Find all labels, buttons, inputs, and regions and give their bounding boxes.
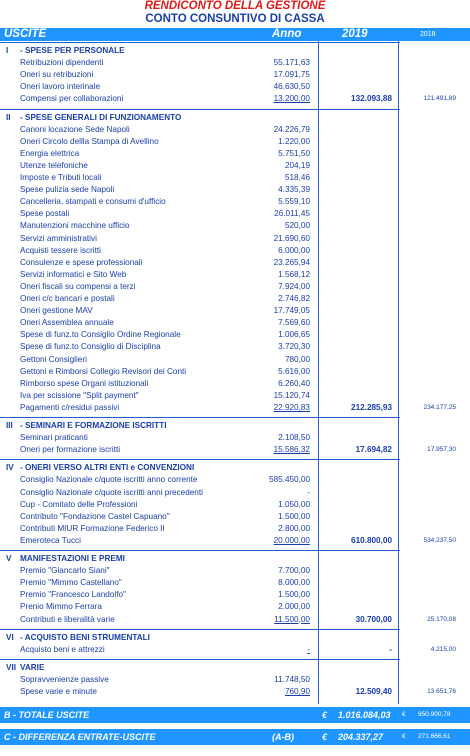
table-row (0, 378, 470, 390)
row-amount: 2.746,82 (278, 294, 310, 303)
prev-year-total: 13.651,76 (427, 688, 456, 695)
row-label: Acquisti tessere iscritti (20, 245, 101, 255)
table-row (0, 511, 470, 523)
table-row (0, 535, 470, 547)
row-amount: 1.500,00 (278, 590, 310, 600)
section-divider (0, 417, 400, 418)
section-total: 132.093,88 (351, 94, 392, 104)
currency-symbol: € (322, 710, 328, 720)
section-title: - SPESE GENERALI DI FUNZIONAMENTO (20, 112, 182, 122)
table-row (0, 220, 470, 232)
row-amount: 760,90 (284, 687, 310, 696)
currency-symbol: € (402, 711, 406, 718)
section-number: III (6, 421, 13, 430)
row-amount: 780,00 (284, 354, 310, 364)
row-amount: 1.500,00 (278, 511, 310, 521)
row-amount: 3.720,30 (278, 342, 310, 352)
section-total: 610.800,00 (351, 535, 392, 545)
table-row (0, 499, 470, 511)
table-row (0, 354, 470, 366)
row-label: Spese varie e minute (20, 687, 97, 696)
prev-year-total: 17.957,30 (427, 446, 456, 454)
table-row (0, 317, 470, 329)
row-amount: 7.924,00 (278, 281, 310, 291)
row-amount: 4.335,39 (278, 185, 310, 195)
row-label: Consulenze e spese professionali (20, 257, 143, 267)
section-divider (0, 459, 400, 460)
table-row (0, 81, 470, 93)
row-label: Servizi informatici e Sito Web (20, 269, 127, 279)
table-row (0, 233, 470, 245)
table-row (0, 614, 470, 626)
section-title: - ACQUISTO BENI STRUMENTALI (20, 632, 150, 642)
table-row (0, 172, 470, 184)
table-row (0, 160, 470, 172)
row-amount: 21.690,60 (273, 233, 310, 243)
table-row (0, 69, 470, 81)
header-uscite: USCITE (4, 28, 47, 40)
table-row (0, 589, 470, 601)
row-amount: 13.200,00 (273, 94, 310, 104)
total-value: 204.337,27 (338, 732, 384, 742)
row-label: Gettoni Consiglieri (20, 354, 87, 364)
row-label: Energia elettrica (20, 148, 80, 158)
row-amount: 55.171,63 (273, 58, 310, 68)
table-row (0, 686, 470, 698)
section-number: VII (6, 662, 17, 672)
table-row (0, 402, 470, 414)
row-label: Contributi MIUR Formazione Federico II (20, 523, 165, 533)
row-amount: 46.630,50 (273, 82, 310, 92)
row-label: Seminari praticanti (20, 433, 88, 443)
row-label: Oneri per formazione iscritti (20, 445, 121, 455)
prev-year-total: 534.237,50 (423, 536, 456, 544)
row-label: Contributi e liberalità varie (20, 614, 115, 624)
header-prev-year: 2018 (420, 31, 436, 38)
section-title: - SPESE PER PERSONALE (20, 46, 125, 55)
table-row (0, 124, 470, 136)
table-row (0, 390, 470, 402)
table-header (0, 28, 470, 41)
prev-year-total: 121.491,89 (423, 95, 456, 103)
section-header (0, 553, 470, 565)
section-title: - SEMINARI E FORMAZIONE ISCRITTI (20, 421, 167, 430)
section-number: II (6, 112, 11, 122)
row-label: Pagamenti c/residui passivi (20, 402, 120, 412)
row-amount: 11.500,00 (274, 614, 310, 624)
section-divider (0, 109, 400, 110)
row-amount: 11.748,50 (274, 674, 310, 684)
row-label: Oneri lavoro interinale (20, 82, 101, 92)
table-row (0, 281, 470, 293)
row-amount: - (307, 487, 310, 497)
row-label: Manutenzioni macchine ufficio (20, 221, 130, 231)
table-row (0, 208, 470, 220)
row-amount: 1.006,65 (278, 330, 310, 340)
row-amount: 518,46 (284, 173, 310, 182)
row-label: Premio "Giancarlo Siani" (20, 566, 110, 576)
table-row (0, 257, 470, 269)
row-label: Canoni locazione Sede Napoli (20, 124, 130, 134)
table-row (0, 674, 470, 686)
row-amount: 1.050,00 (278, 499, 310, 509)
total-formula: (A-B) (272, 732, 294, 742)
table-row (0, 293, 470, 305)
row-amount: 5.751,50 (278, 148, 310, 158)
row-amount: 17.091,75 (273, 70, 310, 80)
prev-year-total: 234.177,25 (423, 403, 456, 411)
total-row (0, 729, 470, 745)
row-label: Compensi per collaborazioni (20, 94, 124, 104)
prev-year-total: 25.170,08 (427, 615, 456, 623)
table-row (0, 196, 470, 208)
row-amount: - (307, 644, 310, 654)
row-label: Cup - Comitato delle Professioni (20, 499, 138, 509)
section-header (0, 662, 470, 674)
row-amount: 24.226,79 (273, 124, 310, 134)
row-amount: 204,19 (284, 160, 310, 170)
report-subtitle: CONTO CONSUNTIVO DI CASSA (145, 13, 325, 25)
row-label: Oneri fiscali su compensi a terzi (20, 281, 136, 291)
currency-symbol: € (322, 732, 328, 742)
row-label: Sopravvenienze passive (20, 674, 109, 684)
section-total: 212.285,93 (351, 402, 392, 412)
section-total: 12.509,40 (355, 687, 392, 696)
row-label: Prenio Mimmo Ferrara (20, 602, 102, 612)
row-label: Spese pulizia sede Napoli (20, 185, 115, 195)
total-row (0, 707, 470, 723)
section-header (0, 632, 470, 644)
section-number: IV (6, 463, 14, 473)
table-row (0, 523, 470, 535)
row-amount: 15.120,74 (273, 390, 310, 400)
row-label: Rimborso spese Organi istituzionali (20, 378, 149, 388)
row-label: Retribuzioni dipendenti (20, 58, 104, 68)
row-label: Gettoni e Rimborsi Collegio Revisori dei Conti (20, 366, 187, 376)
row-label: Oneri Circolo dellla Stampa di Avellino (20, 136, 159, 146)
row-label: Contributo "Fondazione Castel Capuano" (20, 511, 170, 521)
row-amount: 5.559,10 (278, 197, 310, 207)
table-row (0, 577, 470, 589)
total-label: B - TOTALE USCITE (4, 710, 90, 720)
row-amount: 2.000,00 (278, 602, 310, 612)
row-amount: 520,00 (284, 221, 310, 231)
table-row (0, 565, 470, 577)
row-amount: 7.569,60 (278, 318, 310, 328)
section-number: VI (6, 632, 14, 642)
row-amount: 20.000,00 (273, 535, 310, 545)
row-amount: 2.108,50 (278, 433, 310, 443)
row-amount: 17.749,05 (273, 306, 310, 316)
section-total: 30.700,00 (355, 614, 392, 624)
row-label: Servizi amministrativi (20, 233, 97, 243)
section-header (0, 420, 470, 432)
prev-year-total: 271.666,61 (418, 733, 451, 740)
row-amount: 23.265,94 (273, 257, 310, 267)
row-label: Premio "Francesco Landolfo" (20, 590, 126, 600)
table-row (0, 136, 470, 148)
table-row (0, 57, 470, 69)
section-number: I (6, 46, 9, 55)
row-amount: 6.000,00 (278, 245, 310, 255)
row-label: Spese postali (20, 209, 70, 219)
row-amount: 585.450,00 (269, 475, 310, 485)
row-amount: 5.616,00 (278, 366, 310, 376)
row-label: Cancelleria, stampati e consumi d'ufficio (20, 197, 166, 207)
header-year: 2019 (342, 28, 368, 40)
total-label: C - DIFFERENZA ENTRATE-USCITE (4, 732, 156, 742)
prev-year-total: 950.900,78 (418, 711, 451, 718)
section-title: VARIE (20, 662, 45, 672)
row-amount: 26.011,45 (274, 209, 310, 219)
row-label: Oneri su retribuzioni (20, 70, 94, 80)
section-title: - ONERI VERSO ALTRI ENTI e CONVENZIONI (20, 463, 195, 473)
row-label: Spese di funz.to Consiglio di Disciplina (20, 342, 161, 352)
row-label: Emeroteca Tucci (20, 535, 81, 545)
table-row (0, 474, 470, 486)
table-row (0, 341, 470, 353)
row-label: Acquisto beni e attrezzi (20, 644, 105, 654)
currency-symbol: € (402, 733, 406, 740)
section-number: V (6, 554, 12, 563)
section-header (0, 462, 470, 474)
table-row (0, 148, 470, 160)
section-divider (0, 550, 400, 551)
section-title: MANIFESTAZIONI E PREMI (20, 554, 125, 563)
row-amount: 2.800,00 (278, 523, 310, 533)
prev-year-total: 4.215,00 (430, 645, 456, 653)
row-label: Oneri c/c bancari e postali (20, 294, 115, 303)
row-label: Consiglio Nazionale c/quote iscritti anni precedenti (20, 487, 203, 497)
row-label: Iva per scissione "Split payment" (20, 390, 139, 400)
section-divider (0, 42, 400, 43)
row-amount: 15.586,32 (273, 445, 310, 455)
section-header (0, 112, 470, 124)
table-row (0, 184, 470, 196)
row-label: Oneri Assemblea annuale (20, 318, 114, 328)
row-label: Oneri gestione MAV (20, 306, 93, 316)
row-label: Utenze telefoniche (20, 160, 88, 170)
total-value: 1.016.084,03 (338, 710, 391, 720)
table-row (0, 444, 470, 456)
row-amount: 1.568,12 (278, 269, 310, 279)
table-row (0, 93, 470, 105)
table-row (0, 245, 470, 257)
table-row (0, 366, 470, 378)
row-label: Spese di funz.to Consiglio Ordine Regionale (20, 330, 181, 340)
table-row (0, 329, 470, 341)
table-row (0, 601, 470, 613)
row-amount: 1.220,00 (278, 136, 310, 146)
row-label: Imposte e Tributi locali (20, 173, 102, 182)
row-label: Premio "Mimmo Castellano" (20, 578, 122, 588)
table-row (0, 644, 470, 656)
row-label: Consiglio Nazionale c/quote iscritti anno corrente (20, 475, 198, 485)
table-row (0, 432, 470, 444)
row-amount: 22.920,83 (273, 402, 310, 412)
row-amount: 8.000,00 (278, 578, 310, 588)
section-divider (0, 659, 400, 660)
table-row (0, 487, 470, 499)
row-amount: 6.260,40 (278, 378, 310, 388)
row-amount: 7.700,00 (278, 566, 310, 576)
table-row (0, 305, 470, 317)
section-divider (0, 629, 400, 630)
section-total: 17.694,82 (355, 445, 392, 455)
section-header (0, 45, 470, 57)
header-anno: Anno (272, 28, 302, 40)
section-total: - (389, 644, 392, 654)
report-title: RENDICONTO DELLA GESTIONE (144, 0, 326, 12)
table-row (0, 269, 470, 281)
